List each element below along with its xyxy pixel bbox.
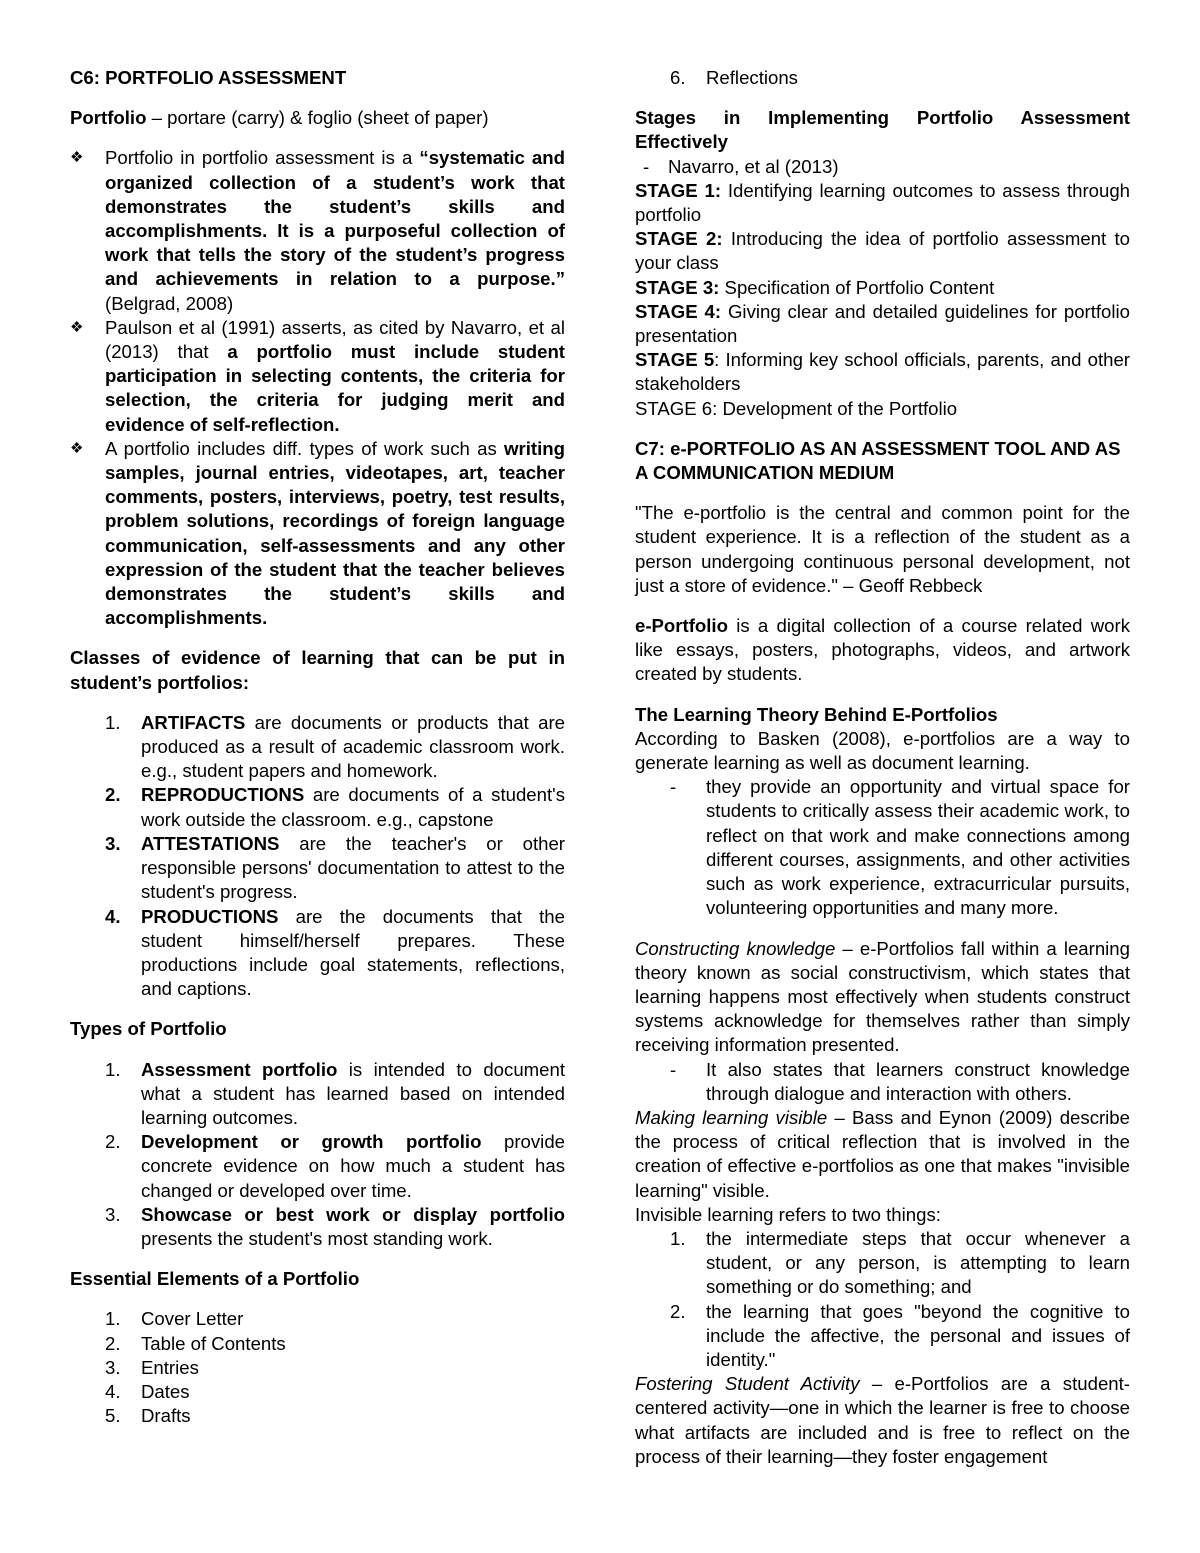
- stages-heading: Stages in Implementing Portfolio Assessment Effectively: [635, 107, 1130, 153]
- stage-item: STAGE 6: Development of the Portfolio: [635, 397, 958, 419]
- classes-list: [70, 711, 565, 1001]
- stage-item: STAGE 5: Informing key school officials, parents, and other stakeholders: [635, 349, 1130, 395]
- classes-heading: Classes of evidence of learning that can be put in student’s portfolios:: [70, 647, 565, 693]
- elements-list: [70, 1307, 565, 1428]
- right-column: [635, 66, 1130, 1469]
- invisible-list: [635, 1227, 1130, 1372]
- list-item: 4. Dates: [105, 1380, 190, 1402]
- theory-point: - they provide an opportunity and virtual space for students to critically assess their academic work, to reflect on that work and make connections among different courses, assignments, and other activities such as work experience, extracurricular pursuits, volunteering opportunities and many more.: [670, 776, 1130, 919]
- constructing-knowledge-point: - It also states that learners construct knowledge through dialogue and interaction with others.: [670, 1058, 1130, 1104]
- list-item: 2. REPRODUCTIONS are documents of a student's work outside the classroom. e.g., capstone: [105, 784, 565, 830]
- list-item: 3. Showcase or best work or display portfolio presents the student's most standing work.: [105, 1203, 565, 1249]
- stage-item: STAGE 3: Specification of Portfolio Content: [635, 276, 995, 298]
- list-item: 3. Entries: [105, 1356, 199, 1378]
- stage-item: STAGE 1: Identifying learning outcomes to assess through portfolio: [635, 179, 1131, 226]
- list-item: 1. ARTIFACTS are documents or products that are produced as a result of academic classroom work. e.g., student papers and homework.: [105, 711, 565, 782]
- list-item: 4. PRODUCTIONS are the documents that the student himself/herself prepares. These productions include goal statements, reflections, and captions.: [105, 905, 565, 1000]
- list-item: 2. Table of Contents: [105, 1332, 286, 1354]
- c6-title: C6: PORTFOLIO ASSESSMENT: [70, 67, 347, 88]
- portfolio-term: Portfolio: [70, 107, 147, 129]
- diamond-bullet-icon: ❖: [70, 149, 84, 167]
- portfolio-etymology: – portare (carry) & foglio (sheet of paper): [146, 107, 489, 129]
- stages-list: [635, 179, 1130, 421]
- types-list: [70, 1058, 565, 1252]
- theory-heading: The Learning Theory Behind E-Portfolios: [635, 703, 998, 725]
- left-column: [70, 66, 565, 1428]
- list-item: 1. Cover Letter: [105, 1308, 244, 1330]
- diamond-bullet-icon: ❖: [70, 439, 84, 457]
- list-item: 2. Development or growth portfolio provide concrete evidence on how much a student has changed or developed over time.: [105, 1131, 565, 1201]
- list-item: 1. Assessment portfolio is intended to document what a student has learned based on intended learning outcomes.: [105, 1058, 565, 1128]
- list-item: 2. the learning that goes "beyond the cognitive to include the affective, the personal and issues of identity.": [670, 1300, 1130, 1370]
- bullet-item: ❖ Portfolio in portfolio assessment is a “systematic and organized collection of a student’s work that demonstrates the student’s skills and accomplishments. It is a purposeful collection of work that tells the story of the student’s progress and achievements in relation to a purpose.” (Belgrad, 2008): [70, 147, 565, 314]
- making-learning-visible: Making learning visible – Bass and Eynon (2009) describe the process of critical reflection that is involved in the creation of effective e-portfolios as one that makes "invisible learning" visible.: [635, 1106, 1130, 1201]
- fostering-student-activity: Fostering Student Activity – e-Portfolios are a student-centered activity—one in which the learner is free to choose what artifacts are included and is free to reflect on the process of their learning—they foster engagement: [635, 1373, 1130, 1467]
- bullet-item: ❖ A portfolio includes diff. types of work such as writing samples, journal entries, videotapes, art, teacher comments, posters, interviews, poetry, test results, problem solutions, recordings of foreign language communication, self-assessments and any other expression of the student that the teacher believes demonstrates the student’s skills and accomplishments.: [70, 437, 565, 629]
- list-item: 5. Drafts: [105, 1405, 191, 1427]
- rebbeck-quote: "The e-portfolio is the central and common point for the student experience. It is a reflection of the student as a person undergoing continuous personal development, not just a store of evidence." – Geoff Rebbeck: [635, 502, 1130, 596]
- eportfolio-definition: e-Portfolio is a digital collection of a course related work like essays, posters, photographs, videos, and artwork created by students.: [635, 615, 1130, 685]
- list-item: 1. the intermediate steps that occur whenever a student, or any person, is attempting to learn something or do something; and: [670, 1227, 1130, 1298]
- stages-source: - Navarro, et al (2013): [643, 155, 839, 177]
- stage-item: STAGE 4: Giving clear and detailed guidelines for portfolio presentation: [635, 300, 1131, 347]
- constructing-knowledge: Constructing knowledge – e-Portfolios fall within a learning theory known as social constructivism, which states that learning happens most effectively when students construct systems acknowledge for themselves rather than simply receiving information presented.: [635, 937, 1130, 1056]
- invisible-intro: Invisible learning refers to two things:: [635, 1203, 941, 1225]
- portfolio-definition: [70, 106, 565, 130]
- list-item: 3. ATTESTATIONS are the teacher's or other responsible persons' documentation to attest to the student's progress.: [105, 832, 565, 903]
- bullet-item: ❖ Paulson et al (1991) asserts, as cited by Navarro, et al (2013) that a portfolio must include student participation in selecting contents, the criteria for selection, the criteria for judging merit and evidence of self-reflection.: [70, 316, 566, 435]
- list-item: 6. Reflections: [670, 67, 798, 88]
- types-heading: Types of Portfolio: [70, 1018, 227, 1040]
- elements-heading: Essential Elements of a Portfolio: [70, 1268, 360, 1290]
- c7-title: C7: e-PORTFOLIO AS AN ASSESSMENT TOOL AND AS A COMMUNICATION MEDIUM: [635, 437, 1121, 484]
- stage-item: STAGE 2: Introducing the idea of portfolio assessment to your class: [635, 228, 1131, 274]
- theory-intro: According to Basken (2008), e-portfolios are a way to generate learning as well as document learning.: [635, 727, 1130, 774]
- diamond-bullet-icon: ❖: [70, 318, 84, 336]
